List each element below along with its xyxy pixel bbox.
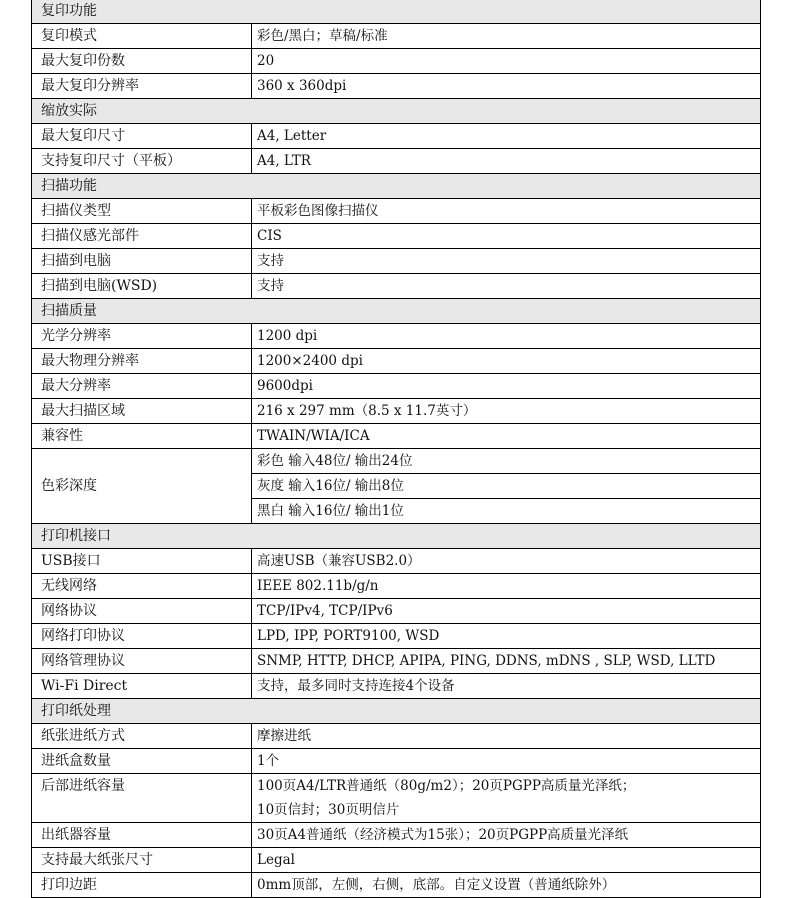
row-key: 最大复印分辨率 [32, 74, 252, 99]
table-row [32, 349, 761, 374]
section-title-zoom: 缩放实际 [32, 99, 761, 124]
row-value: 1个 [252, 749, 761, 774]
row-value: LPD, IPP, PORT9100, WSD [252, 624, 761, 649]
row-value: 支持 [252, 249, 761, 274]
section-header-row [32, 299, 761, 324]
row-key: 扫描到电脑 [32, 249, 252, 274]
section-title-interface: 打印机接口 [32, 524, 761, 549]
section-title-scan-quality: 扫描质量 [32, 299, 761, 324]
table-row [32, 199, 761, 224]
row-key-color-depth: 色彩深度 [32, 449, 252, 524]
row-key: 扫描仪感光部件 [32, 224, 252, 249]
row-key: 扫描到电脑(WSD) [32, 274, 252, 299]
table-row [32, 24, 761, 49]
section-title-copy: 复印功能 [32, 0, 761, 24]
section-header-row [32, 99, 761, 124]
row-key-rear-feed: 后部进纸容量 [32, 774, 252, 823]
row-value: 20 [252, 49, 761, 74]
row-key: 支持最大纸张尺寸 [32, 848, 252, 873]
table-row [32, 249, 761, 274]
row-key: 进纸盒数量 [32, 749, 252, 774]
row-value: 支持，最多同时支持连接4个设备 [252, 674, 761, 699]
row-value: 摩擦进纸 [252, 724, 761, 749]
row-key: 最大复印份数 [32, 49, 252, 74]
row-value: 30页A4普通纸（经济模式为15张）；20页PGPP高质量光泽纸 [252, 823, 761, 848]
row-key: 光学分辨率 [32, 324, 252, 349]
row-value: 灰度 输入16位/ 输出8位 [252, 474, 761, 499]
row-value: 360 x 360dpi [252, 74, 761, 99]
row-value: TWAIN/WIA/ICA [252, 424, 761, 449]
row-value: A4, LTR [252, 149, 761, 174]
row-value: 平板彩色图像扫描仪 [252, 199, 761, 224]
row-key: 最大分辨率 [32, 374, 252, 399]
rear-feed-line: 100页A4/LTR普通纸（80g/m2）；20页PGPP高质量光泽纸； [257, 778, 636, 794]
table-row [32, 49, 761, 74]
row-value: CIS [252, 224, 761, 249]
section-title-scan: 扫描功能 [32, 174, 761, 199]
table-row [32, 424, 761, 449]
table-row [32, 274, 761, 299]
row-key: 最大扫描区域 [32, 399, 252, 424]
table-row [32, 848, 761, 873]
row-key: 扫描仪类型 [32, 199, 252, 224]
section-header-row [32, 699, 761, 724]
row-value: 1200×2400 dpi [252, 349, 761, 374]
row-value: 彩色 输入48位/ 输出24位 [252, 449, 761, 474]
table-row [32, 574, 761, 599]
row-value: 高速USB（兼容USB2.0） [252, 549, 761, 574]
row-key: 纸张进纸方式 [32, 724, 252, 749]
row-value: 支持 [252, 274, 761, 299]
row-key: 最大复印尺寸 [32, 124, 252, 149]
row-value: SNMP, HTTP, DHCP, APIPA, PING, DDNS, mDNS , SLP, WSD, LLTD [252, 649, 761, 674]
row-key: 出纸器容量 [32, 823, 252, 848]
table-row [32, 374, 761, 399]
rear-feed-line: 10页信封；30页明信片 [257, 802, 400, 818]
section-header-row [32, 524, 761, 549]
table-row [32, 749, 761, 774]
row-value: TCP/IPv4, TCP/IPv6 [252, 599, 761, 624]
table-row [32, 549, 761, 574]
row-key: 网络管理协议 [32, 649, 252, 674]
table-row [32, 224, 761, 249]
table-row [32, 74, 761, 99]
table-row [32, 873, 761, 898]
row-value: 9600dpi [252, 374, 761, 399]
row-key: 复印模式 [32, 24, 252, 49]
row-key: 支持复印尺寸（平板） [32, 149, 252, 174]
row-value: 黑白 输入16位/ 输出1位 [252, 499, 761, 524]
section-header-row [32, 0, 761, 24]
section-header-row [32, 174, 761, 199]
row-key: 兼容性 [32, 424, 252, 449]
table-row [32, 649, 761, 674]
row-value: 1200 dpi [252, 324, 761, 349]
row-value-rear-feed [252, 774, 761, 823]
row-key: Wi-Fi Direct [32, 674, 252, 699]
table-row [32, 399, 761, 424]
row-value: 0mm顶部，左侧，右侧，底部。自定义设置（普通纸除外） [252, 873, 761, 898]
table-row [32, 823, 761, 848]
row-key: 网络打印协议 [32, 624, 252, 649]
row-value: 216 x 297 mm（8.5 x 11.7英寸） [252, 399, 761, 424]
row-key: 最大物理分辨率 [32, 349, 252, 374]
section-title-paper: 打印纸处理 [32, 699, 761, 724]
spec-table [31, 0, 761, 898]
row-value: A4, Letter [252, 124, 761, 149]
table-row [32, 599, 761, 624]
row-key: 打印边距 [32, 873, 252, 898]
row-value: Legal [252, 848, 761, 873]
table-row [32, 449, 761, 474]
row-value: IEEE 802.11b/g/n [252, 574, 761, 599]
table-row [32, 724, 761, 749]
row-key: USB接口 [32, 549, 252, 574]
row-key: 网络协议 [32, 599, 252, 624]
table-row [32, 624, 761, 649]
table-row [32, 674, 761, 699]
table-row [32, 324, 761, 349]
row-key: 无线网络 [32, 574, 252, 599]
row-value: 彩色/黑白；草稿/标准 [252, 24, 761, 49]
table-row [32, 774, 761, 823]
table-row [32, 124, 761, 149]
table-row [32, 149, 761, 174]
